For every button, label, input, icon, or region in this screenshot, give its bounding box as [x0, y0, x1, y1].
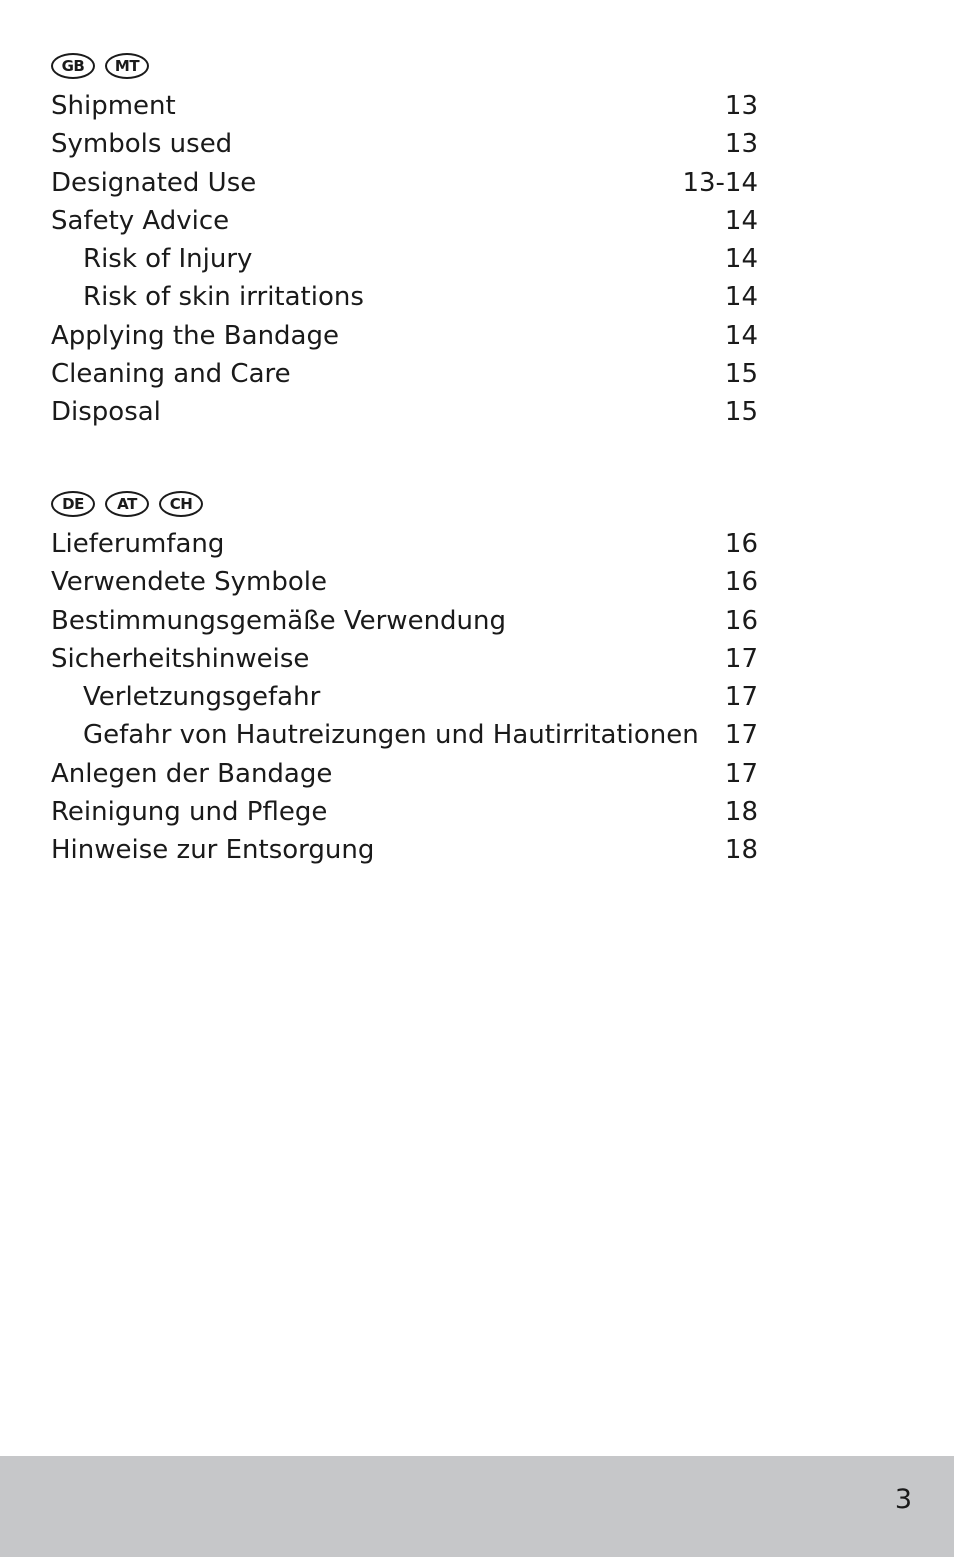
toc-entry[interactable]	[51, 87, 758, 125]
toc-list	[51, 525, 758, 870]
toc-entry-title: Safety Advice	[51, 205, 230, 236]
country-badges	[51, 488, 758, 519]
toc-entry[interactable]	[51, 393, 758, 431]
toc-subentry[interactable]	[51, 240, 758, 278]
toc-section-german	[51, 488, 758, 870]
country-badge-mt: MT	[105, 53, 149, 79]
country-badge-gb: GB	[51, 53, 95, 79]
toc-subentry[interactable]	[51, 278, 758, 316]
toc-entry-title: Risk of skin irritations	[83, 282, 364, 313]
toc-entry-title: Anlegen der Bandage	[51, 758, 333, 789]
toc-entry-title: Disposal	[51, 397, 161, 428]
toc-entry-title: Applying the Bandage	[51, 320, 339, 351]
toc-entry[interactable]	[51, 164, 758, 202]
toc-entry-title: Risk of Injury	[83, 244, 253, 275]
toc-subentry[interactable]	[51, 716, 758, 754]
toc-entry-page: 14	[724, 282, 758, 313]
toc-entry[interactable]	[51, 525, 758, 563]
toc-subentry[interactable]	[51, 678, 758, 716]
toc-section-english	[51, 50, 758, 432]
toc-entry-title: Sicherheitshinweise	[51, 643, 310, 674]
toc-entry[interactable]	[51, 202, 758, 240]
toc-entry-title: Hinweise zur Entsorgung	[51, 835, 375, 866]
toc-entry-title: Shipment	[51, 91, 176, 121]
toc-entry-page: 17	[724, 758, 758, 789]
toc-entry-title: Verwendete Symbole	[51, 567, 327, 598]
toc-entry[interactable]	[51, 317, 758, 355]
toc-entry-page: 13-14	[682, 167, 758, 198]
toc-entry[interactable]	[51, 125, 758, 163]
toc-entry-page: 16	[724, 567, 758, 598]
toc-entry-title: Symbols used	[51, 129, 233, 160]
toc-entry-title: Designated Use	[51, 167, 257, 198]
toc-entry-page: 14	[724, 320, 758, 351]
page-number: 3	[894, 1484, 912, 1515]
toc-entry[interactable]	[51, 831, 758, 869]
toc-entry-page: 18	[724, 797, 758, 828]
toc-entry-page: 14	[724, 244, 758, 275]
country-badge-ch: CH	[159, 491, 203, 517]
toc-entry[interactable]	[51, 355, 758, 393]
toc-entry-page: 13	[724, 129, 758, 160]
country-badge-at: AT	[105, 491, 149, 517]
toc-entry[interactable]	[51, 640, 758, 678]
toc-entry-title: Reinigung und Pflege	[51, 797, 328, 828]
toc-entry-title: Verletzungsgefahr	[83, 682, 321, 713]
toc-entry-page: 15	[724, 397, 758, 428]
toc-entry-page: 14	[724, 205, 758, 236]
toc-list	[51, 87, 758, 432]
toc-entry[interactable]	[51, 563, 758, 601]
toc-entry-page: 13	[724, 91, 758, 121]
toc-entry-title: Lieferumfang	[51, 529, 225, 559]
country-badges	[51, 50, 758, 81]
toc-entry-page: 17	[724, 720, 758, 751]
toc-entry-title: Gefahr von Hautreizungen und Hautirritationen	[83, 720, 699, 751]
toc-entry-page: 16	[724, 529, 758, 559]
country-badge-de: DE	[51, 491, 95, 517]
footer-bar	[0, 1456, 954, 1557]
toc-entry-title: Bestimmungsgemäße Verwendung	[51, 605, 507, 636]
toc-entry[interactable]	[51, 793, 758, 831]
toc-entry-title: Cleaning and Care	[51, 359, 291, 390]
toc-entry-page: 18	[724, 835, 758, 866]
toc-entry[interactable]	[51, 602, 758, 640]
toc-entry-page: 16	[724, 605, 758, 636]
toc-entry-page: 17	[724, 682, 758, 713]
toc-entry-page: 15	[724, 359, 758, 390]
toc-entry[interactable]	[51, 755, 758, 793]
toc-entry-page: 17	[724, 643, 758, 674]
